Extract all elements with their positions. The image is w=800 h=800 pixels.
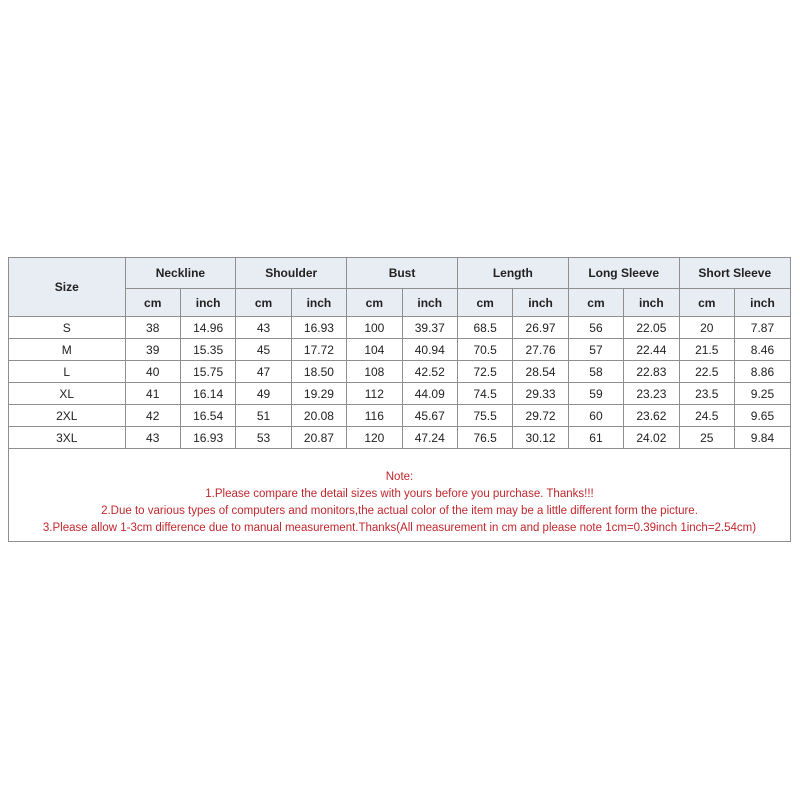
- unit-header: inch: [624, 289, 679, 317]
- value-cell: 39.37: [402, 317, 457, 339]
- value-cell: 20.08: [291, 405, 346, 427]
- size-chart: [8, 257, 791, 542]
- value-cell: 16.93: [291, 317, 346, 339]
- note-title: Note:: [385, 471, 414, 483]
- value-cell: 47: [236, 361, 291, 383]
- note-line-1: 1.Please compare the detail sizes with yours before you purchase. Thanks!!!: [205, 488, 594, 500]
- table-row: [9, 405, 790, 427]
- value-cell: 40: [125, 361, 180, 383]
- table-row: [9, 361, 790, 383]
- value-cell: 22.5: [679, 361, 734, 383]
- value-cell: 120: [347, 427, 402, 449]
- value-cell: 47.24: [402, 427, 457, 449]
- value-cell: 15.35: [180, 339, 235, 361]
- value-cell: 29.33: [513, 383, 568, 405]
- size-cell: 3XL: [9, 427, 125, 449]
- table-body: [9, 317, 790, 449]
- value-cell: 45: [236, 339, 291, 361]
- value-cell: 112: [347, 383, 402, 405]
- value-cell: 9.65: [734, 405, 790, 427]
- value-cell: 23.62: [624, 405, 679, 427]
- value-cell: 23.23: [624, 383, 679, 405]
- value-cell: 116: [347, 405, 402, 427]
- table-row: [9, 317, 790, 339]
- value-cell: 61: [568, 427, 623, 449]
- value-cell: 44.09: [402, 383, 457, 405]
- size-header: Size: [9, 258, 125, 317]
- unit-header: inch: [180, 289, 235, 317]
- value-cell: 17.72: [291, 339, 346, 361]
- value-cell: 22.05: [624, 317, 679, 339]
- value-cell: 76.5: [457, 427, 512, 449]
- value-cell: 70.5: [457, 339, 512, 361]
- value-cell: 53: [236, 427, 291, 449]
- value-cell: 8.46: [734, 339, 790, 361]
- unit-header: inch: [402, 289, 457, 317]
- value-cell: 18.50: [291, 361, 346, 383]
- value-cell: 23.5: [679, 383, 734, 405]
- value-cell: 25: [679, 427, 734, 449]
- value-cell: 104: [347, 339, 402, 361]
- value-cell: 57: [568, 339, 623, 361]
- value-cell: 28.54: [513, 361, 568, 383]
- value-cell: 38: [125, 317, 180, 339]
- notes-section: [9, 449, 790, 537]
- long-sleeve-header: Long Sleeve: [568, 258, 679, 289]
- value-cell: 40.94: [402, 339, 457, 361]
- length-header: Length: [457, 258, 568, 289]
- value-cell: 75.5: [457, 405, 512, 427]
- value-cell: 24.5: [679, 405, 734, 427]
- note-line-3: 3.Please allow 1-3cm difference due to manual measurement.Thanks(All measurement in cm and please note 1cm=0.39inch 1inch=2.54cm): [42, 522, 757, 534]
- value-cell: 22.83: [624, 361, 679, 383]
- value-cell: 16.93: [180, 427, 235, 449]
- value-cell: 108: [347, 361, 402, 383]
- unit-header: cm: [347, 289, 402, 317]
- value-cell: 42: [125, 405, 180, 427]
- value-cell: 30.12: [513, 427, 568, 449]
- value-cell: 16.14: [180, 383, 235, 405]
- unit-header: cm: [236, 289, 291, 317]
- unit-row: [9, 289, 790, 317]
- unit-header: cm: [125, 289, 180, 317]
- value-cell: 72.5: [457, 361, 512, 383]
- header-row: [9, 258, 790, 289]
- value-cell: 49: [236, 383, 291, 405]
- value-cell: 16.54: [180, 405, 235, 427]
- value-cell: 7.87: [734, 317, 790, 339]
- value-cell: 51: [236, 405, 291, 427]
- unit-header: cm: [457, 289, 512, 317]
- value-cell: 20.87: [291, 427, 346, 449]
- value-cell: 56: [568, 317, 623, 339]
- note-line-2: 2.Due to various types of computers and monitors,the actual color of the item may be a little different form the picture.: [101, 505, 698, 517]
- value-cell: 26.97: [513, 317, 568, 339]
- value-cell: 39: [125, 339, 180, 361]
- value-cell: 22.44: [624, 339, 679, 361]
- value-cell: 68.5: [457, 317, 512, 339]
- value-cell: 45.67: [402, 405, 457, 427]
- value-cell: 29.72: [513, 405, 568, 427]
- size-cell: XL: [9, 383, 125, 405]
- value-cell: 60: [568, 405, 623, 427]
- value-cell: 42.52: [402, 361, 457, 383]
- value-cell: 27.76: [513, 339, 568, 361]
- value-cell: 19.29: [291, 383, 346, 405]
- unit-header: inch: [734, 289, 790, 317]
- value-cell: 9.25: [734, 383, 790, 405]
- value-cell: 14.96: [180, 317, 235, 339]
- table-row: [9, 383, 790, 405]
- unit-header: cm: [679, 289, 734, 317]
- value-cell: 41: [125, 383, 180, 405]
- value-cell: 43: [125, 427, 180, 449]
- shoulder-header: Shoulder: [236, 258, 347, 289]
- table-row: [9, 339, 790, 361]
- value-cell: 74.5: [457, 383, 512, 405]
- value-cell: 8.86: [734, 361, 790, 383]
- table-row: [9, 427, 790, 449]
- size-cell: 2XL: [9, 405, 125, 427]
- unit-header: cm: [568, 289, 623, 317]
- value-cell: 24.02: [624, 427, 679, 449]
- value-cell: 58: [568, 361, 623, 383]
- size-table: [9, 258, 790, 449]
- unit-header: inch: [291, 289, 346, 317]
- bust-header: Bust: [347, 258, 458, 289]
- size-cell: S: [9, 317, 125, 339]
- value-cell: 21.5: [679, 339, 734, 361]
- value-cell: 100: [347, 317, 402, 339]
- size-cell: L: [9, 361, 125, 383]
- value-cell: 59: [568, 383, 623, 405]
- neckline-header: Neckline: [125, 258, 236, 289]
- short-sleeve-header: Short Sleeve: [679, 258, 790, 289]
- value-cell: 20: [679, 317, 734, 339]
- value-cell: 15.75: [180, 361, 235, 383]
- size-cell: M: [9, 339, 125, 361]
- value-cell: 9.84: [734, 427, 790, 449]
- unit-header: inch: [513, 289, 568, 317]
- value-cell: 43: [236, 317, 291, 339]
